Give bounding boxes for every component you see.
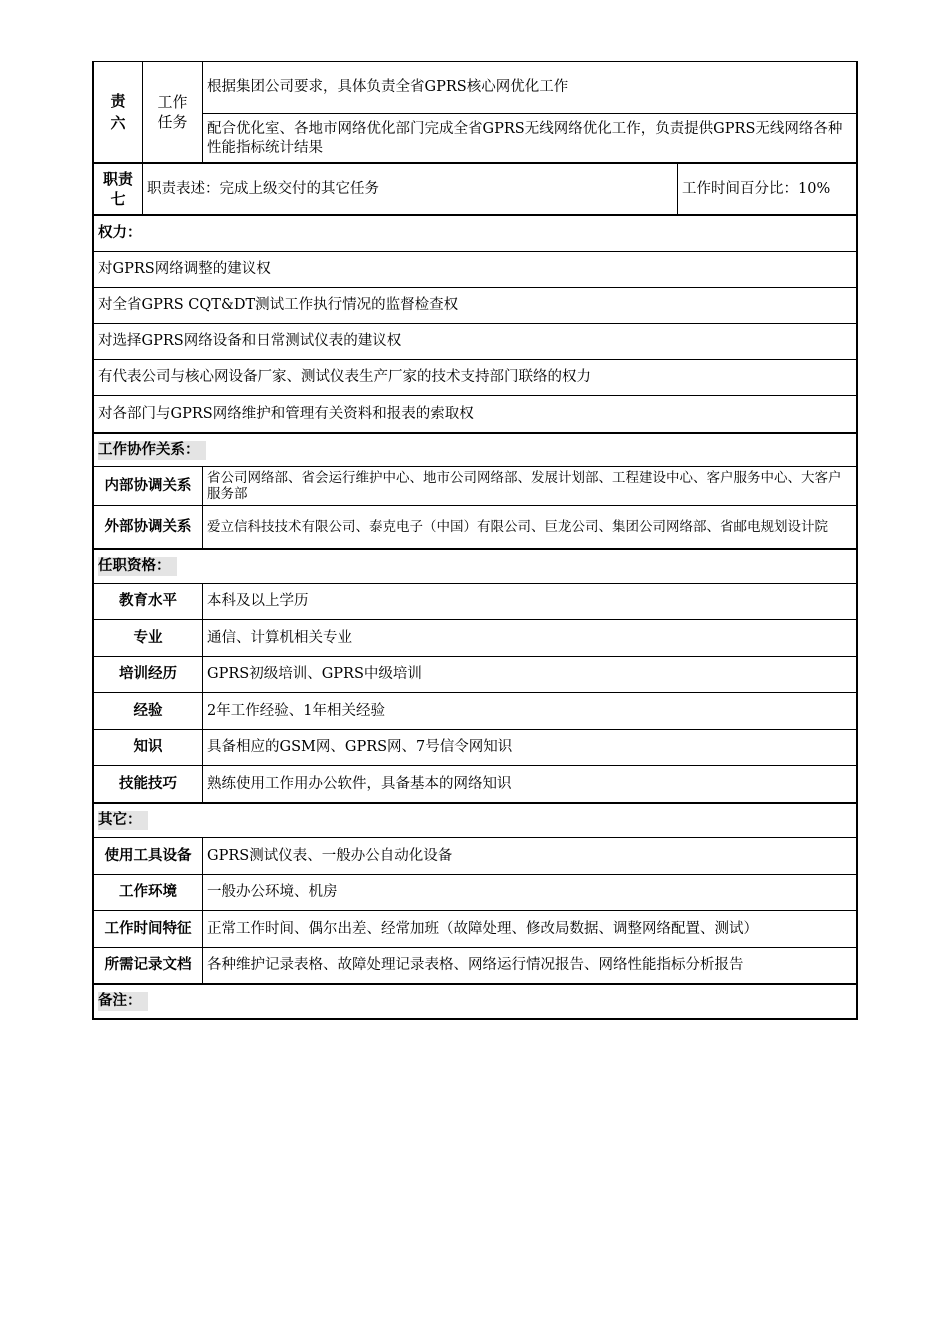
other-row [92,910,858,947]
remarks-row [92,983,858,1020]
other-value: 正常工作时间、偶尔出差、经常加班（故障处理、修改局数据、调整网络配置、测试） [202,911,856,947]
duty7-description: 职责表述：完成上级交付的其它任务 [142,164,677,214]
authority-item: 对GPRS网络调整的建议权 [92,251,858,287]
qualification-row [92,656,858,692]
other-row [92,837,858,874]
duty6-block [92,61,858,162]
qualification-title: 任职资格： [98,557,177,576]
duty6-task-label: 工作 任务 [142,62,202,162]
cooperation-label: 外部协调关系 [104,518,192,535]
other-row [92,874,858,910]
cooperation-title: 工作协作关系： [98,441,206,460]
remarks-title: 备注： [98,992,148,1011]
cooperation-label: 内部协调关系 [104,477,192,494]
other-header-row [92,802,858,837]
qualification-value: 熟练使用工作用办公软件，具备基本的网络知识 [202,766,856,802]
qualification-value: GPRS初级培训、GPRS中级培训 [202,657,856,692]
duty6-label: 责 六 [110,92,126,132]
authority-header-row [92,214,858,251]
qualification-label: 专业 [133,629,163,646]
other-label: 工作环境 [119,884,177,900]
qualification-row [92,729,858,765]
qualification-value: 通信、计算机相关专业 [202,620,856,656]
authority-item: 对各部门与GPRS网络维护和管理有关资料和报表的索取权 [92,395,858,432]
authority-item: 对选择GPRS网络设备和日常测试仪表的建议权 [92,323,858,359]
qualification-header-row [92,548,858,583]
cooperation-header-row [92,432,858,466]
qualification-value: 本科及以上学历 [202,584,856,619]
cooperation-value: 爱立信科技技术有限公司、泰克电子（中国）有限公司、巨龙公司、集团公司网络部、省邮电规划设计院 [202,506,856,548]
qualification-label: 经验 [133,702,163,719]
qualification-row [92,692,858,729]
qualification-label: 知识 [133,739,163,755]
cooperation-row-internal [92,466,858,505]
qualification-value: 具备相应的GSM网、GPRS网、7号信令网知识 [202,730,856,765]
other-value: 各种维护记录表格、故障处理记录表格、网络运行情况报告、网络性能指标分析报告 [202,948,856,983]
other-value: 一般办公环境、机房 [202,875,856,910]
other-value: GPRS测试仪表、一般办公自动化设备 [202,838,856,874]
duty6-task-1: 根据集团公司要求，具体负责全省GPRS核心网优化工作 [202,62,856,113]
other-label: 所需记录文档 [104,957,192,973]
qualification-label: 技能技巧 [119,775,177,792]
qualification-row [92,619,858,656]
other-title: 其它： [98,811,148,830]
duty7-row [92,162,858,214]
other-label: 工作时间特征 [104,920,192,937]
cooperation-row-external [92,505,858,548]
qualification-value: 2年工作经验、1年相关经验 [202,693,856,729]
other-row [92,947,858,983]
other-label: 使用工具设备 [104,847,192,864]
qualification-row [92,583,858,619]
authority-item: 有代表公司与核心网设备厂家、测试仪表生产厂家的技术支持部门联络的权力 [92,359,858,395]
qualification-row [92,765,858,802]
duty6-task-2: 配合优化室、各地市网络优化部门完成全省GPRS无线网络优化工作，负责提供GPRS无线网络各种性能指标统计结果 [202,113,856,163]
qualification-label: 培训经历 [119,666,177,682]
duty7-label: 职责 七 [102,170,133,208]
duty7-time-percent: 工作时间百分比：10% [677,164,856,214]
cooperation-value: 省公司网络部、省会运行维护中心、地市公司网络部、发展计划部、工程建设中心、客户服务中心、大客户服务部 [202,467,856,505]
authority-item: 对全省GPRS CQT&DT测试工作执行情况的监督检查权 [92,287,858,323]
authority-title: 权力： [98,225,142,241]
qualification-label: 教育水平 [119,593,177,609]
